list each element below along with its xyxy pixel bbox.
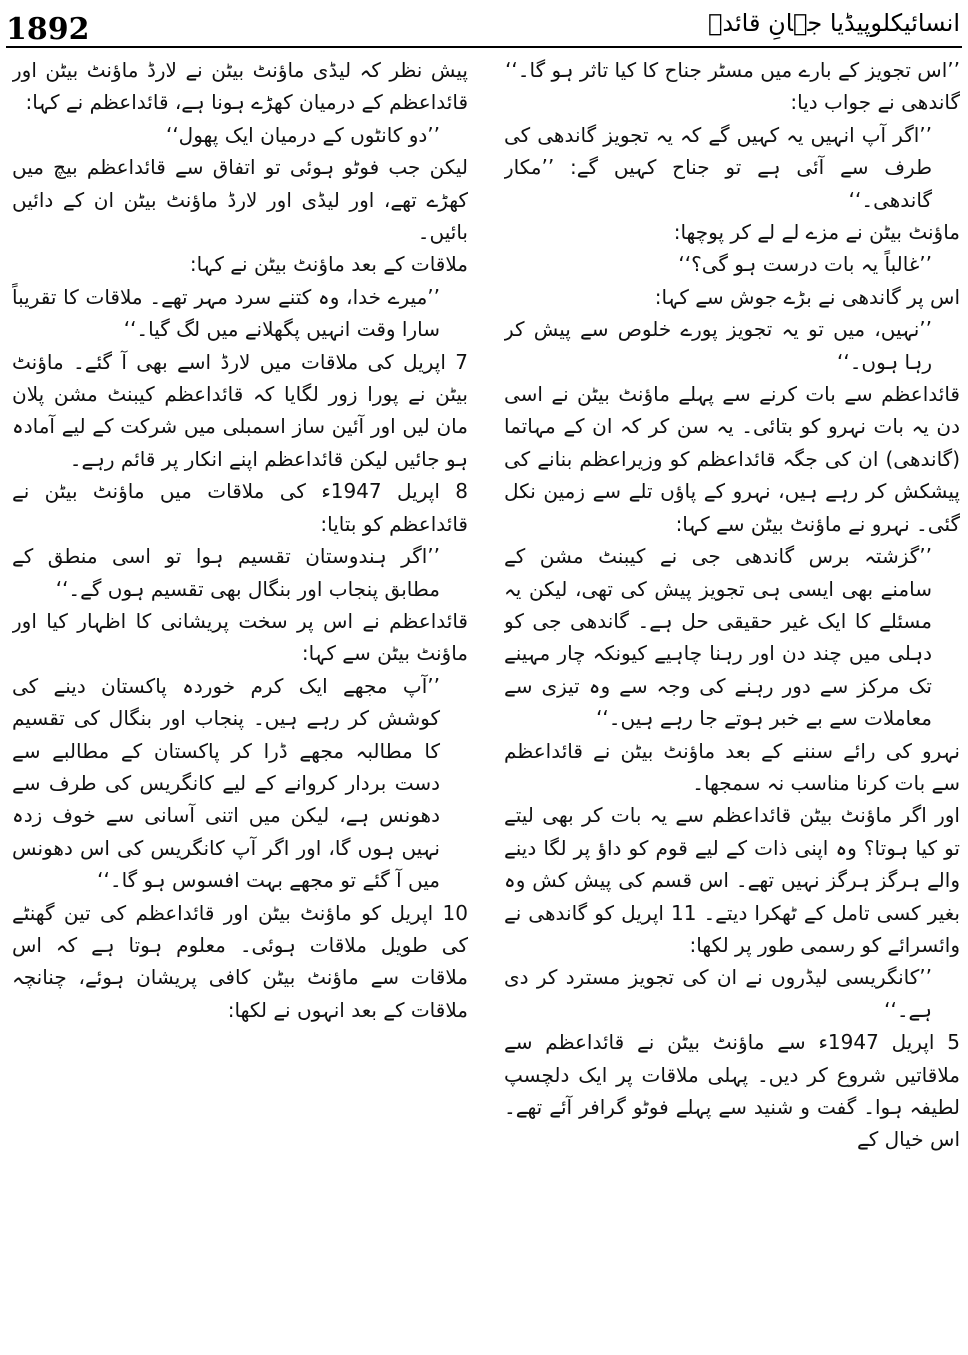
paragraph: ’’اس تجویز کے بارے میں مسٹر جناح کا کیا تاثر ہو گا۔‘‘ — [505, 58, 960, 82]
paragraph: گاندھی نے جواب دیا: — [790, 90, 960, 115]
paragraph: قائداعظم سے بات کرنے سے پہلے ماؤنٹ بیٹن نے اسی دن یہ بات نہرو کو بتائی۔ یہ سن کر کہ ان کے مہاتما (گاندھی) ان کی جگہ قائداعظم کو وزیراعظم بنانے کی پیشکش کر رہے ہیں، نہرو کے پاؤں تلے سے زمین نکل گئی۔ نہرو نے ماؤنٹ بیٹن سے کہا: — [504, 382, 960, 536]
quote-paragraph: ’’کانگریسی لیڈروں نے ان کی تجویز مسترد کر دی ہے۔‘‘ — [504, 965, 932, 1022]
quote-paragraph: ’’نہیں، میں تو یہ تجویز پورے خلوص سے پیش کر رہا ہوں۔‘‘ — [504, 317, 932, 374]
paragraph: اس پر گاندھی نے بڑے جوش سے کہا: — [654, 284, 960, 309]
right-column — [504, 54, 960, 1349]
page-header — [0, 0, 968, 50]
page-number: 1892 — [6, 12, 90, 47]
paragraph: 10 اپریل کو ماؤنٹ بیٹن اور قائداعظم کی تین گھنٹے کی طویل ملاقات ہوئی۔ معلوم ہوتا ہے کہ اس ملاقات سے ماؤنٹ بیٹن کافی پریشان ہوئے، چنانچہ ملاقات کے بعد انہوں نے لکھا: — [12, 900, 468, 1022]
quote-paragraph: ’’دو کانٹوں کے درمیان ایک پھول‘‘ — [165, 122, 440, 147]
paragraph: اور اگر ماؤنٹ بیٹن قائداعظم سے یہ بات کر بھی لیتے تو کیا ہوتا؟ وہ اپنی ذات کے لیے قوم کو داؤ پر لگا دینے والے ہرگز ہرگز نہیں تھے۔ اس قسم کی پیش کش وہ بغیر کسی تامل کے ٹھکرا دیتے۔ 11 اپریل کو گاندھی نے وائسرائے کو رسمی طور پر لکھا: — [504, 803, 960, 957]
quote-paragraph: ’’گزشتہ برس گاندھی جی نے کیبنٹ مشن کے سامنے بھی ایسی ہی تجویز پیش کی تھی، لیکن یہ مسئلے کا ایک غیر حقیقی حل ہے۔ گاندھی جی کو دہلی میں چند دن اور رہنا چاہیے کیونکہ چار مہینے تک مرکز سے دور رہنے کی وجہ سے وہ تیزی سے معاملات سے بے خبر ہوتے جا رہے ہیں۔‘‘ — [504, 544, 932, 731]
paragraph: نہرو کی رائے سننے کے بعد ماؤنٹ بیٹن نے قائداعظم سے بات کرنا مناسب نہ سمجھا۔ — [504, 738, 960, 795]
paragraph: 7 اپریل کی ملاقات میں لارڈ اسے بھی آ گئے۔ ماؤنٹ بیٹن نے پورا زور لگایا کہ قائداعظم کیبنٹ مشن پلان مان لیں اور آئین ساز اسمبلی میں شرکت کے لیے آمادہ ہو جائیں لیکن قائداعظم اپنے انکار پر قائم رہے۔ — [12, 349, 468, 471]
paragraph: 8 اپریل 1947ء کی ملاقات میں ماؤنٹ بیٹن نے قائداعظم کو بتایا: — [12, 479, 468, 536]
paragraph: پیش نظر کہ لیڈی ماؤنٹ بیٹن نے لارڈ ماؤنٹ بیٹن اور قائداعظم کے درمیان کھڑے ہونا ہے، قائداعظم نے کہا: — [12, 58, 468, 115]
quote-paragraph: ’’غالباً یہ بات درست ہو گی؟‘‘ — [678, 252, 932, 277]
quote-paragraph: ’’اگر آپ انہیں یہ کہیں گے کہ یہ تجویز گاندھی کی طرف سے آئی ہے تو جناح کہیں گے: ’’مکار گاندھی۔‘‘ — [504, 122, 932, 212]
paragraph: لیکن جب فوٹو ہوئی تو اتفاق سے قائداعظم بیچ میں کھڑے تھے، اور لیڈی اور لارڈ ماؤنٹ بیٹن ان کے دائیں بائیں۔ — [12, 155, 468, 245]
paragraph: ماؤنٹ بیٹن نے مزے لے لے کر پوچھا: — [673, 220, 960, 245]
paragraph: ملاقات کے بعد ماؤنٹ بیٹن نے کہا: — [189, 252, 468, 277]
running-title: انسائیکلوپیڈیا جہانِ قائدؒ — [708, 9, 960, 37]
left-column — [12, 54, 468, 1349]
quote-paragraph: ’’میرے خدا، وہ کتنے سرد مہر تھے۔ ملاقات کا تقریباً سارا وقت انہیں پگھلانے میں لگ گیا۔‘‘ — [12, 284, 440, 342]
paragraph: قائداعظم نے اس پر سخت پریشانی کا اظہار کیا اور ماؤنٹ بیٹن سے کہا: — [12, 608, 468, 666]
header-rule — [6, 46, 962, 48]
paragraph: 5 اپریل 1947ء سے ماؤنٹ بیٹن نے قائداعظم سے ملاقاتیں شروع کر دیں۔ پہلی ملاقات پر ایک دلچسپ لطیفہ ہوا۔ گفت و شنید سے پہلے فوٹو گرافر آئے تھے۔ اس خیال کے — [504, 1030, 960, 1152]
quote-paragraph: ’’اگر ہندوستان تقسیم ہوا تو اسی منطق کے مطابق پنجاب اور بنگال بھی تقسیم ہوں گے۔‘‘ — [12, 544, 440, 601]
quote-paragraph: ’’آپ مجھے ایک کرم خوردہ پاکستان دینے کی کوشش کر رہے ہیں۔ پنجاب اور بنگال کی تقسیم کا مطالبہ مجھے ڈرا کر پاکستان کے مطالبے سے دست بردار کروانے کے لیے کانگریس کی طرف سے دھونس ہے، لیکن میں اتنی آسانی سے خوف زدہ نہیں ہوں گا، اور اگر آپ کانگریس کی اس دھونس میں آ گئے تو مجھے بہت افسوس ہو گا۔‘‘ — [12, 673, 440, 893]
